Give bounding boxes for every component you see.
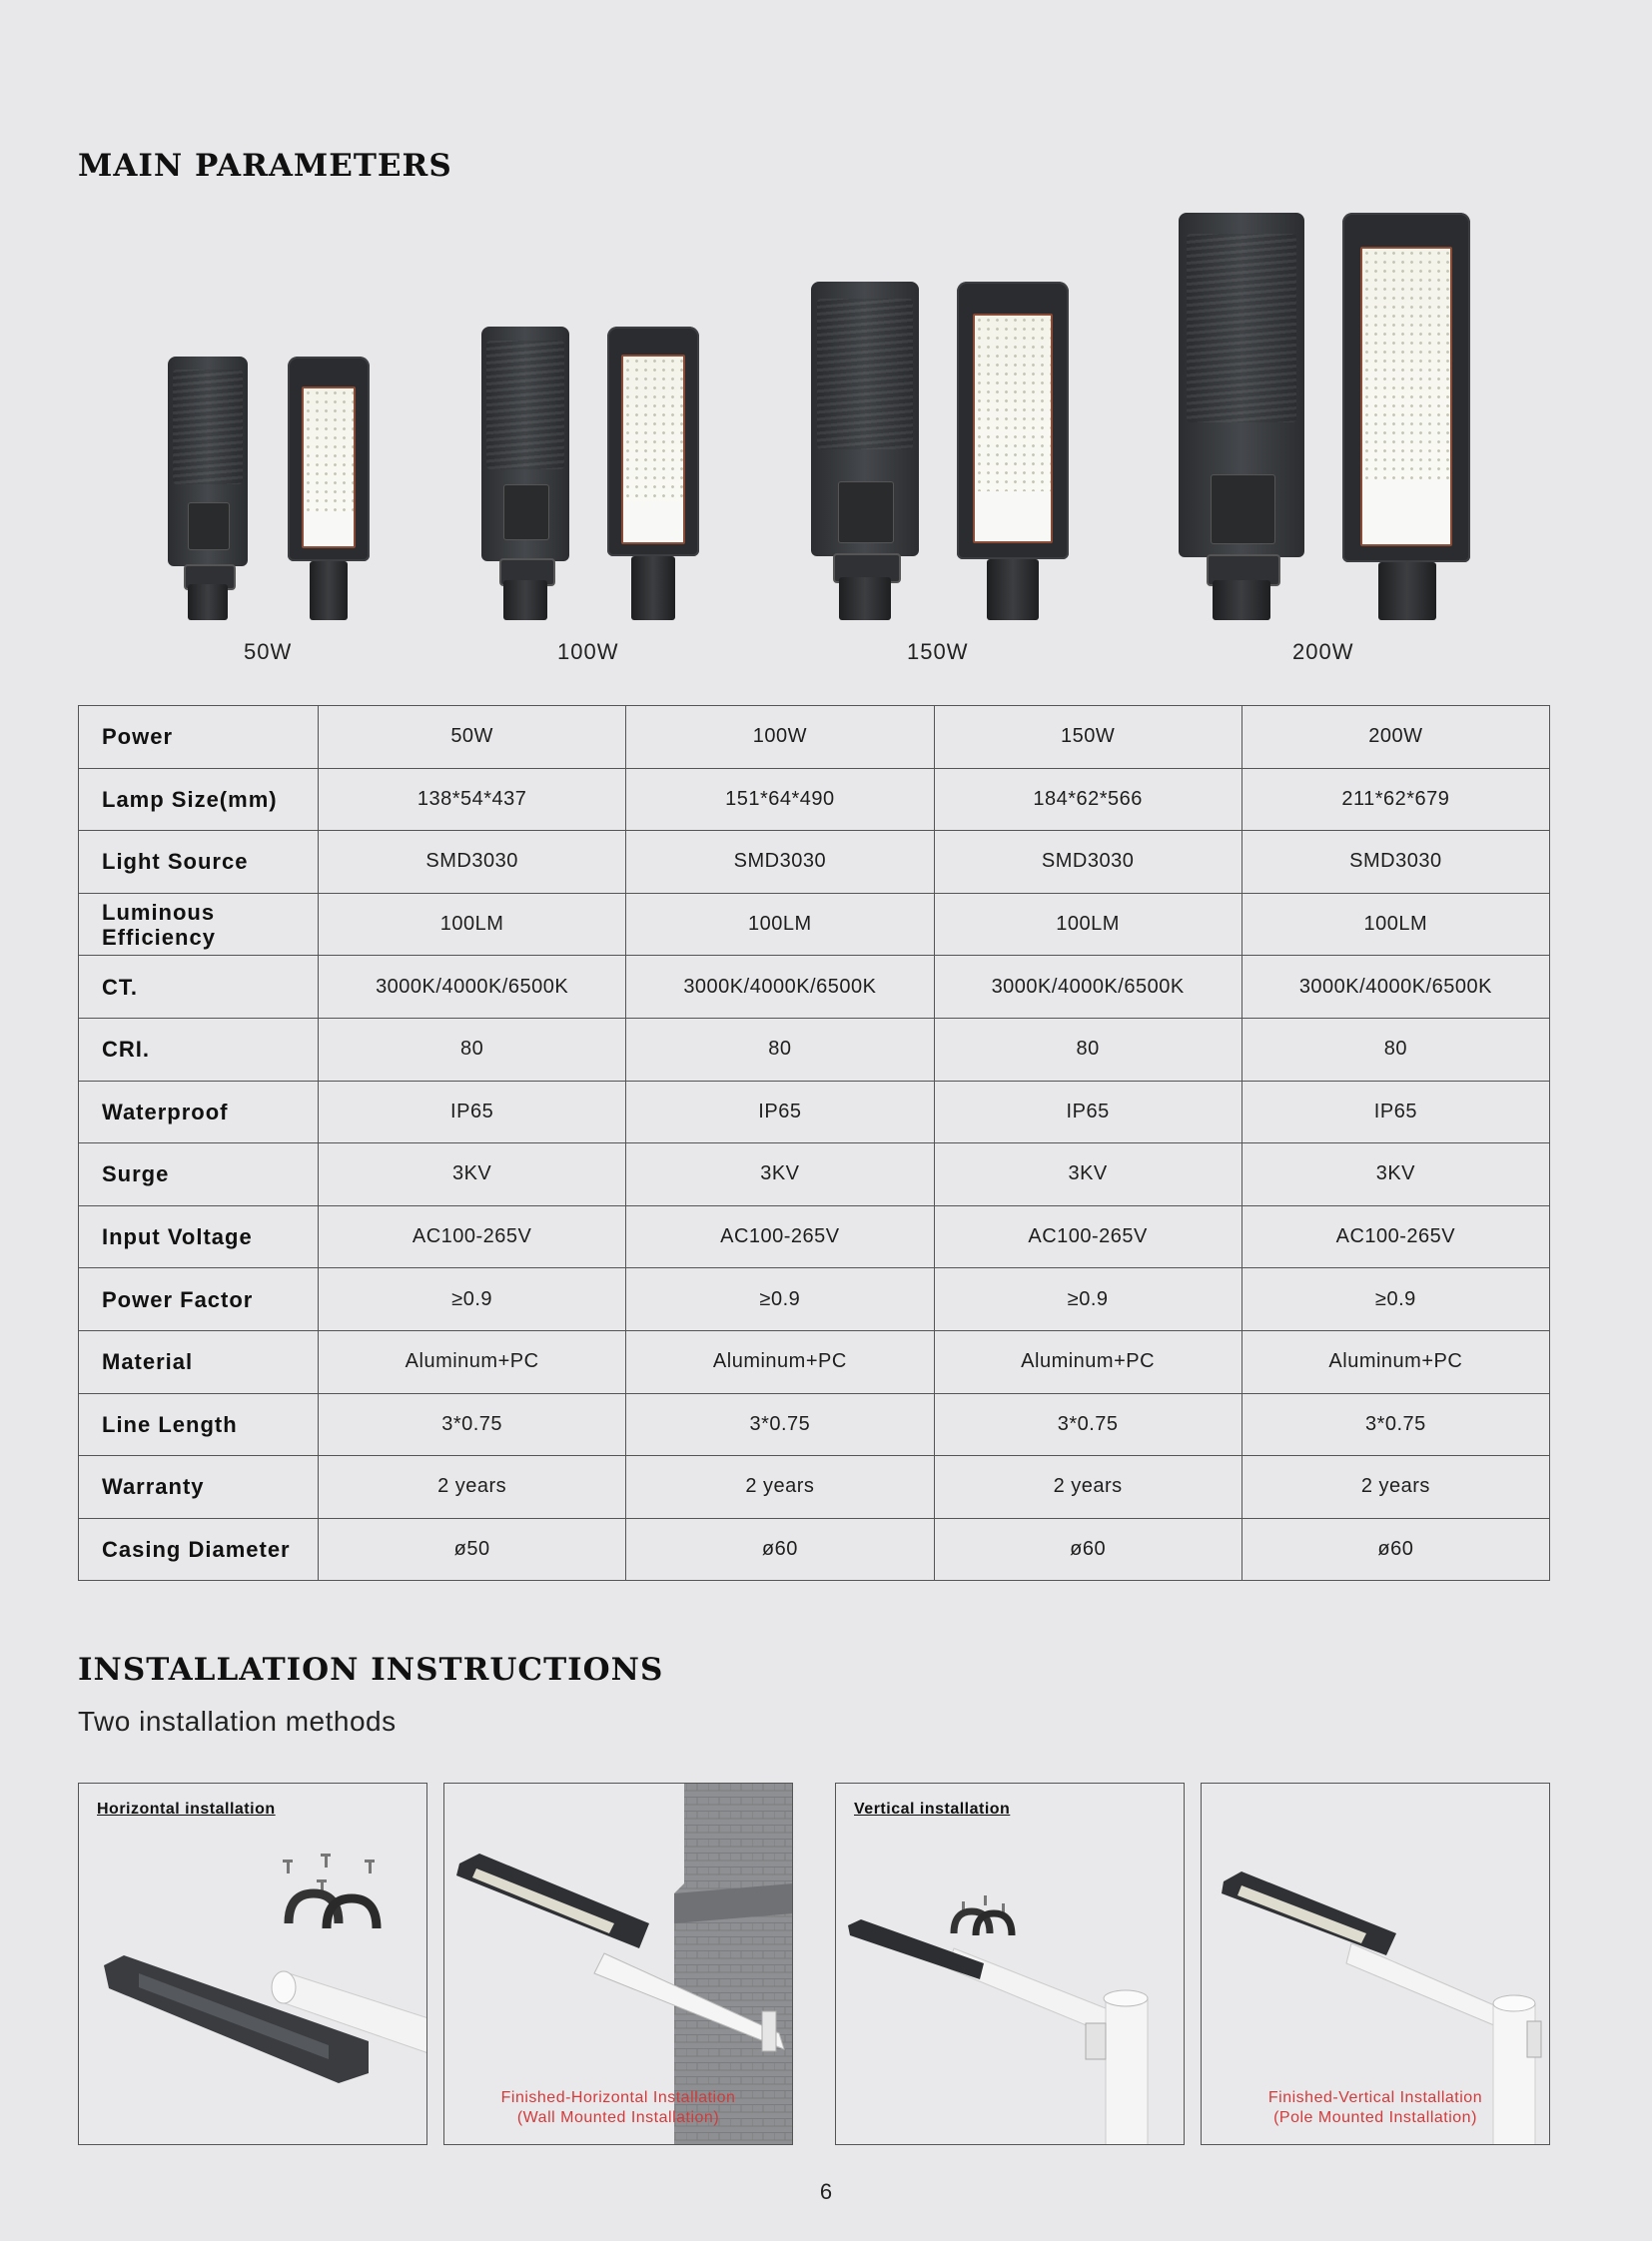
table-cell: 100LM <box>1241 893 1549 956</box>
page-number: 6 <box>819 2179 833 2204</box>
table-cell: 3KV <box>1241 1143 1549 1206</box>
table-cell: ≥0.9 <box>626 1268 934 1331</box>
table-cell: IP65 <box>626 1081 934 1143</box>
horizontal-caption-line-2: (Wall Mounted Installation) <box>516 2109 720 2126</box>
table-row <box>79 1081 1550 1143</box>
vertical-installation-title: Vertical installation <box>854 1801 1011 1818</box>
table-cell: 3*0.75 <box>1241 1393 1549 1456</box>
row-label: CRI. <box>79 1018 319 1081</box>
finished-horizontal-installation-image <box>443 1783 793 2145</box>
row-label: Material <box>79 1330 319 1393</box>
horizontal-installation-diagram <box>78 1783 427 2145</box>
table-cell: 3000K/4000K/6500K <box>934 956 1241 1019</box>
table-cell: 3000K/4000K/6500K <box>319 956 626 1019</box>
row-label: Warranty <box>79 1456 319 1519</box>
table-cell: 2 years <box>1241 1456 1549 1519</box>
table-cell: ≥0.9 <box>934 1268 1241 1331</box>
horizontal-installation-illustration <box>79 1784 427 2145</box>
table-cell: SMD3030 <box>934 831 1241 894</box>
table-cell: 50W <box>319 706 626 769</box>
table-cell: 80 <box>1241 1018 1549 1081</box>
parameters-table <box>78 705 1550 1581</box>
vertical-installation-diagram <box>835 1783 1185 2145</box>
row-label: Lamp Size(mm) <box>79 768 319 831</box>
table-cell: AC100-265V <box>319 1205 626 1268</box>
table-cell: ≥0.9 <box>319 1268 626 1331</box>
table-cell: 80 <box>626 1018 934 1081</box>
lamp-150w-back-image <box>811 282 919 620</box>
vertical-caption-line-1: Finished-Vertical Installation <box>1267 2089 1483 2106</box>
row-label: Surge <box>79 1143 319 1206</box>
table-cell: SMD3030 <box>626 831 934 894</box>
table-cell: 3KV <box>626 1143 934 1206</box>
table-row <box>79 956 1550 1019</box>
table-row <box>79 1205 1550 1268</box>
lamp-100w-back-image <box>481 327 569 620</box>
row-label: Light Source <box>79 831 319 894</box>
table-cell: Aluminum+PC <box>626 1330 934 1393</box>
table-cell: 3*0.75 <box>319 1393 626 1456</box>
lamp-100w-front-image <box>607 327 699 620</box>
table-cell: 184*62*566 <box>934 768 1241 831</box>
table-row <box>79 1393 1550 1456</box>
vertical-installation-caption <box>1202 2088 1549 2128</box>
lamp-150w-front-image <box>957 282 1069 620</box>
table-cell: AC100-265V <box>934 1205 1241 1268</box>
table-cell: 138*54*437 <box>319 768 626 831</box>
table-cell: ø50 <box>319 1518 626 1581</box>
horizontal-installation-title: Horizontal installation <box>97 1801 276 1818</box>
table-cell: 100LM <box>934 893 1241 956</box>
row-label: Power <box>79 706 319 769</box>
row-label: Line Length <box>79 1393 319 1456</box>
table-cell: 151*64*490 <box>626 768 934 831</box>
table-cell: 80 <box>319 1018 626 1081</box>
table-row <box>79 768 1550 831</box>
lamp-label-100w: 100W <box>557 639 619 664</box>
table-cell: Aluminum+PC <box>1241 1330 1549 1393</box>
horizontal-installation-caption <box>444 2088 792 2128</box>
row-label: Power Factor <box>79 1268 319 1331</box>
table-row <box>79 706 1550 769</box>
finished-vertical-installation-image <box>1201 1783 1550 2145</box>
row-label: CT. <box>79 956 319 1019</box>
vertical-caption-line-2: (Pole Mounted Installation) <box>1273 2109 1477 2126</box>
table-cell: 3000K/4000K/6500K <box>626 956 934 1019</box>
table-cell: IP65 <box>319 1081 626 1143</box>
installation-subtitle: Two installation methods <box>78 1706 397 1737</box>
table-cell: 3*0.75 <box>626 1393 934 1456</box>
table-cell: SMD3030 <box>1241 831 1549 894</box>
installation-instructions-title: INSTALLATION INSTRUCTIONS <box>78 1652 664 1688</box>
table-cell: ≥0.9 <box>1241 1268 1549 1331</box>
lamp-label-200w: 200W <box>1292 639 1354 664</box>
lamp-200w-back-image <box>1179 213 1304 620</box>
table-row <box>79 893 1550 956</box>
table-cell: 100LM <box>626 893 934 956</box>
table-cell: AC100-265V <box>626 1205 934 1268</box>
table-cell: 2 years <box>319 1456 626 1519</box>
table-cell: ø60 <box>1241 1518 1549 1581</box>
table-cell: 100W <box>626 706 934 769</box>
parameters-table-body <box>79 706 1550 1581</box>
main-parameters-title: MAIN PARAMETERS <box>78 148 452 184</box>
lamp-label-150w: 150W <box>907 639 969 664</box>
table-row <box>79 1268 1550 1331</box>
table-row <box>79 831 1550 894</box>
table-row <box>79 1456 1550 1519</box>
table-cell: 2 years <box>934 1456 1241 1519</box>
table-cell: IP65 <box>1241 1081 1549 1143</box>
lamp-label-50w: 50W <box>244 639 293 664</box>
row-label: Waterproof <box>79 1081 319 1143</box>
table-cell: 2 years <box>626 1456 934 1519</box>
table-row <box>79 1143 1550 1206</box>
table-cell: 200W <box>1241 706 1549 769</box>
lamp-200w-front-image <box>1342 213 1470 620</box>
table-cell: IP65 <box>934 1081 1241 1143</box>
table-row <box>79 1330 1550 1393</box>
table-cell: 3000K/4000K/6500K <box>1241 956 1549 1019</box>
table-cell: 3KV <box>319 1143 626 1206</box>
lamp-50w-front-image <box>288 357 370 620</box>
table-row <box>79 1018 1550 1081</box>
table-cell: SMD3030 <box>319 831 626 894</box>
horizontal-caption-line-1: Finished-Horizontal Installation <box>500 2089 736 2106</box>
table-cell: 80 <box>934 1018 1241 1081</box>
row-label: Input Voltage <box>79 1205 319 1268</box>
table-cell: 150W <box>934 706 1241 769</box>
row-label: Casing Diameter <box>79 1518 319 1581</box>
table-cell: Aluminum+PC <box>319 1330 626 1393</box>
table-cell: 3*0.75 <box>934 1393 1241 1456</box>
table-cell: 3KV <box>934 1143 1241 1206</box>
table-cell: ø60 <box>934 1518 1241 1581</box>
lamp-50w-back-image <box>168 357 248 620</box>
row-label: Luminous Efficiency <box>79 893 319 956</box>
table-cell: 211*62*679 <box>1241 768 1549 831</box>
table-cell: ø60 <box>626 1518 934 1581</box>
table-cell: AC100-265V <box>1241 1205 1549 1268</box>
table-cell: 100LM <box>319 893 626 956</box>
vertical-installation-illustration <box>836 1784 1185 2145</box>
table-cell: Aluminum+PC <box>934 1330 1241 1393</box>
table-row <box>79 1518 1550 1581</box>
